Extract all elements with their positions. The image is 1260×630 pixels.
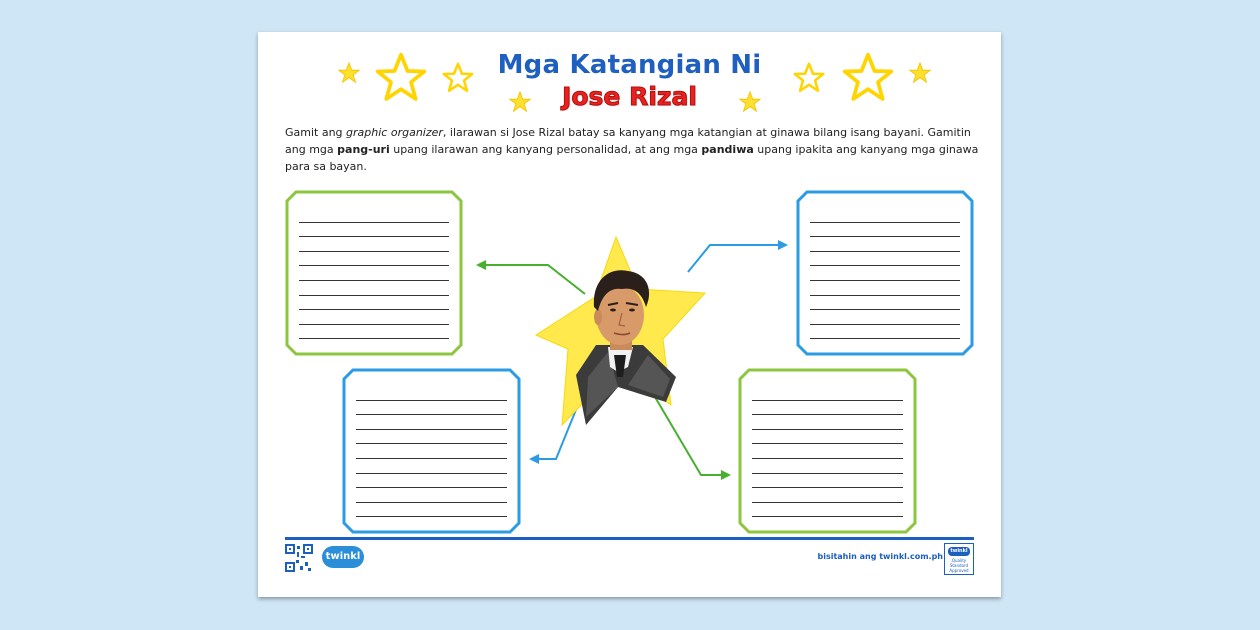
instructions-italic: graphic organizer [346, 126, 443, 139]
organizer-box-top-right[interactable] [796, 190, 974, 356]
center-illustration [458, 227, 798, 527]
organizer-box-top-left[interactable] [285, 190, 463, 356]
instructions-bold-1: pang-uri [337, 143, 390, 156]
arrow-top-right [688, 240, 788, 272]
arrow-top-left [476, 260, 585, 294]
twinkl-logo-icon[interactable]: twinkl [322, 546, 364, 568]
writing-lines [299, 208, 449, 339]
footer-divider [285, 537, 974, 540]
instructions-text [285, 124, 985, 175]
instructions-part-3: upang ilarawan ang kanyang personalidad, at ang mga [389, 143, 702, 156]
quality-badge-icon [944, 543, 974, 575]
badge-bottom-text: Quality Standard Approved [949, 558, 969, 573]
instructions-bold-2: pandiwa [701, 143, 754, 156]
title-line-1: Mga Katangian Ni [497, 50, 762, 80]
instructions-part-2: , ilarawan si Jose Rizal batay sa kanyang mga katangian at ginawa bilang isang bayani. Gamitin ang mga [285, 126, 971, 156]
title-line-2: Jose Rizal [562, 82, 697, 111]
worksheet-page [258, 32, 1001, 597]
arrow-bottom-right [655, 397, 731, 480]
writing-lines [810, 208, 960, 339]
footer-url[interactable]: bisitahin ang twinkl.com.ph [817, 552, 943, 561]
instructions-part-4: upang ipakita ang kanyang mga ginawa para sa bayan. [285, 143, 979, 173]
qr-code-icon [285, 544, 313, 572]
instructions-part-1: Gamit ang [285, 126, 347, 139]
badge-top-text: twinkl [948, 547, 970, 556]
